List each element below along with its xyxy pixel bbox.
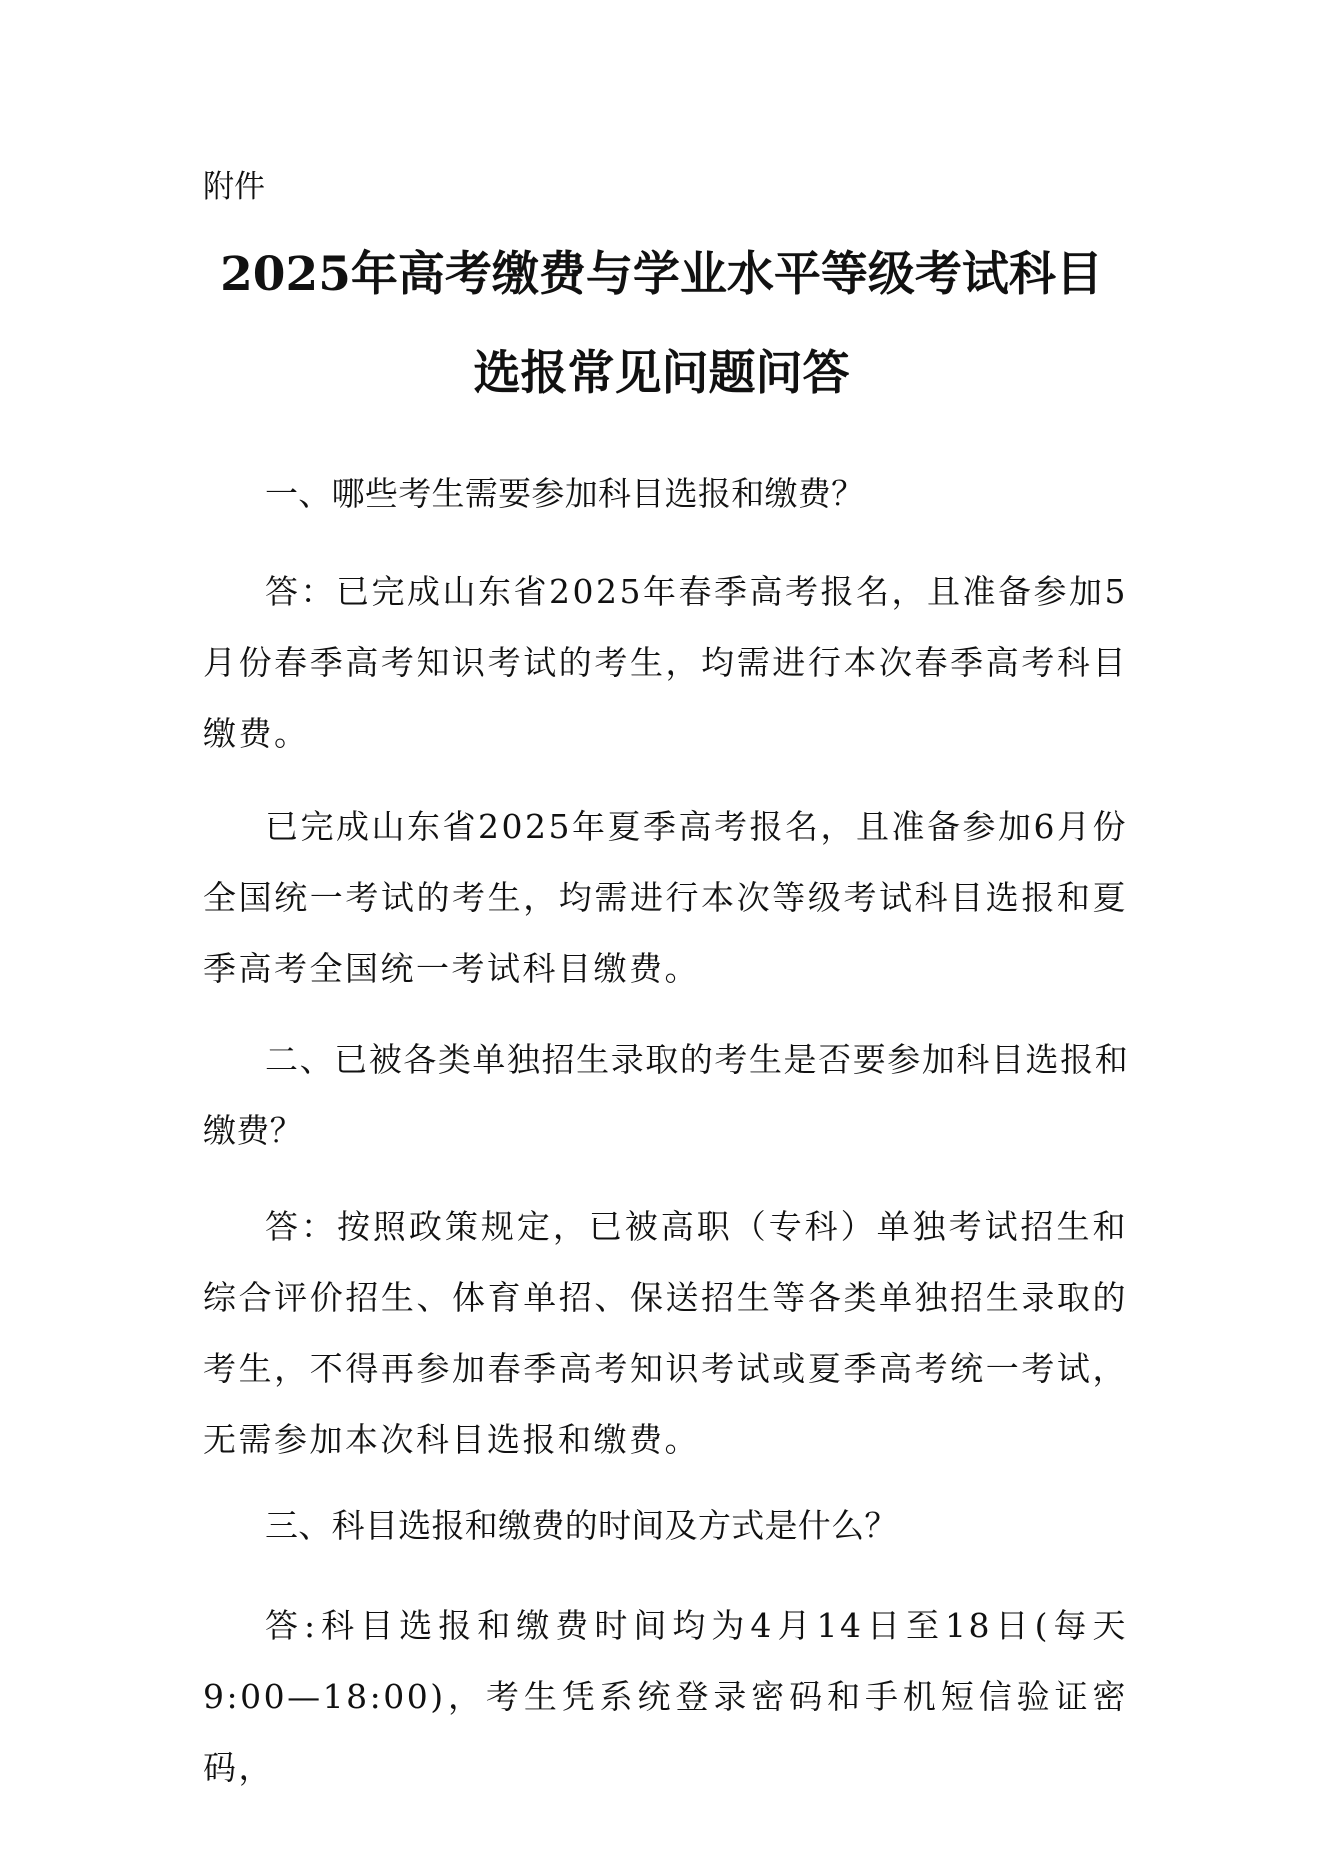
- document-title-line-1: 2025年高考缴费与学业水平等级考试科目: [220, 247, 1103, 302]
- answer-1-paragraph-1: 答：已完成山东省2025年春季高考报名，且准备参加5月份春季高考知识考试的考生，均需进行本次春季高考科目缴费。: [203, 572, 1128, 753]
- answer-2-paragraph-1: 答：按照政策规定，已被高职（专科）单独考试招生和综合评价招生、体育单招、保送招生等各类单独招生录取的考生，不得再参加春季高考知识考试或夏季高考统一考试，无需参加本次科目选报和缴费。: [203, 1207, 1128, 1459]
- question-2: 二、已被各类单独招生录取的考生是否要参加科目选报和缴费？: [203, 1040, 1128, 1150]
- answer-1-paragraph-2: 已完成山东省2025年夏季高考报名，且准备参加6月份全国统一考试的考生，均需进行本次等级考试科目选报和夏季高考全国统一考试科目缴费。: [203, 807, 1128, 988]
- answer-3-paragraph-1: 答:科目选报和缴费时间均为4月14日至18日(每天9:00—18:00)，考生凭系统登录密码和手机短信验证密码，: [203, 1606, 1128, 1787]
- question-1: 一、哪些考生需要参加科目选报和缴费？: [265, 474, 865, 513]
- attachment-label: 附件: [203, 169, 265, 205]
- document-title-line-2: 选报常见问题问答: [473, 346, 850, 401]
- question-3: 三、科目选报和缴费的时间及方式是什么？: [265, 1506, 898, 1545]
